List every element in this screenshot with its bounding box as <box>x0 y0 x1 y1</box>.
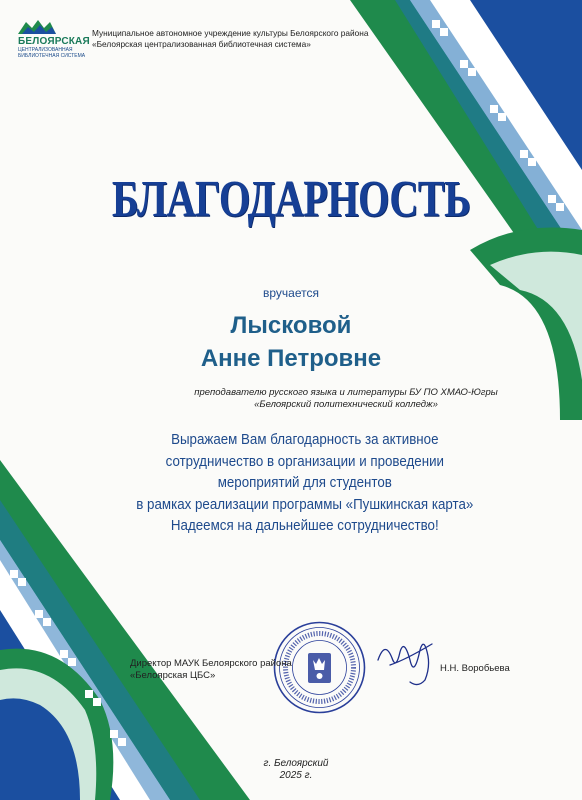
header-line-2: «Белоярская централизованная библиотечная система» <box>92 39 311 49</box>
message-line-5: Надеемся на дальнейшее сотрудничество! <box>170 518 439 534</box>
logo-name: БЕЛОЯРСКАЯ <box>18 36 90 47</box>
signatory-name: Н.Н. Воробьева <box>440 663 510 674</box>
organization-header <box>92 28 392 50</box>
message-line-2: сотрудничество в организации и проведении <box>165 453 444 470</box>
message-line-4: в рамках реализации программы «Пушкинская карта» <box>136 496 474 513</box>
message-line-3: мероприятий для студентов <box>217 475 392 491</box>
footer-year: 2025 г. <box>279 770 313 781</box>
logo-subtitle: ЦЕНТРАЛИЗОВАННАЯ БИБЛИОТЕЧНАЯ СИСТЕМА <box>18 47 86 59</box>
signatory-role-line-2: «Белоярская ЦБС» <box>130 670 216 681</box>
recipient-position <box>0 387 582 411</box>
signatory-role <box>130 658 292 682</box>
handwritten-signature <box>370 630 440 690</box>
footer-city: г. Белоярский <box>263 758 329 769</box>
recipient-given-names: Анне Петровне <box>200 345 382 372</box>
message-line-1: Выражаем Вам благодарность за активное <box>171 432 439 448</box>
library-logo <box>18 18 88 59</box>
logo-ornament-icon <box>18 18 56 34</box>
position-line-1: преподавателю русского языка и литературы БУ ПО ХМАО-Югры <box>194 387 498 398</box>
signatory-role-line-1: Директор МАУК Белоярского района <box>130 658 292 669</box>
header-line-1: Муниципальное автономное учреждение культуры Белоярского района <box>92 28 369 38</box>
recipient-surname: Лысковой <box>230 312 352 339</box>
awarded-label: вручается <box>263 286 319 300</box>
position-line-2: «Белоярский политехнический колледж» <box>254 399 438 410</box>
certificate-title: БЛАГОДАРНОСТЬ <box>111 171 471 228</box>
place-and-date <box>0 758 582 782</box>
gratitude-message <box>23 430 558 538</box>
